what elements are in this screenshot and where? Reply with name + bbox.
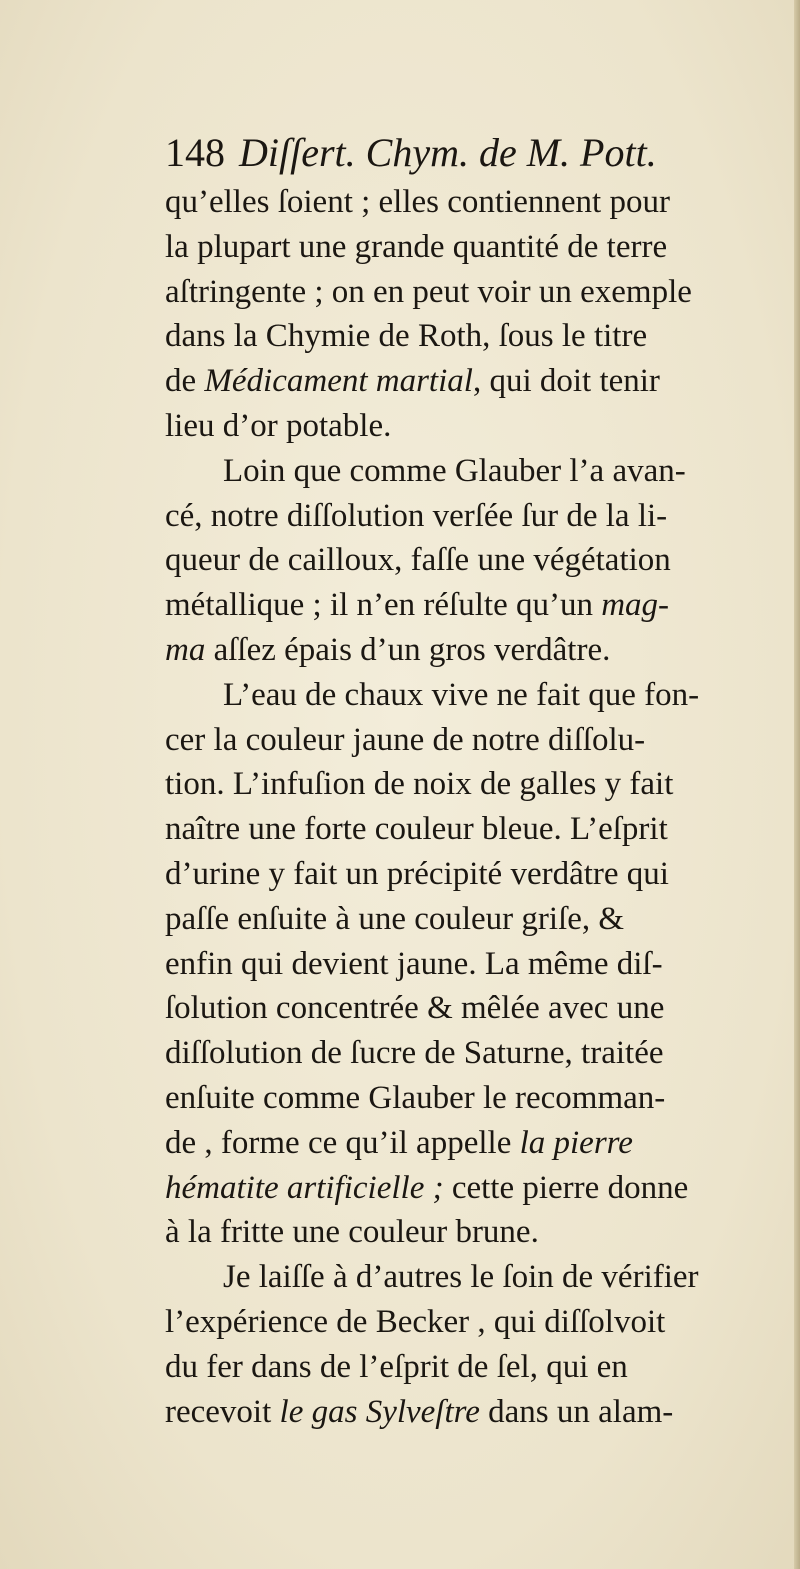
text-line (165, 1166, 800, 1211)
page-number: 148 (165, 130, 225, 175)
text-line: aſtringente ; on en peut voir un exemple (165, 273, 692, 310)
running-title: Diſſert. Chym. de M. Pott. (239, 130, 657, 175)
text-segment: recevoit (165, 1393, 280, 1430)
text-line: paſſe enſuite à une couleur griſe, & (165, 900, 625, 937)
body-text (165, 180, 800, 1434)
text-line: enfin qui devient jaune. La même diſ- (165, 945, 663, 982)
text-line: naître une forte couleur bleue. L’eſprit (165, 811, 668, 848)
text-line: queur de cailloux, faſſe une végétation (165, 542, 671, 579)
text-line (165, 628, 800, 673)
text-segment: dans un alam- (479, 1393, 674, 1430)
text-segment: aſſez épais d’un gros verdâtre. (205, 631, 611, 668)
text-segment: de , forme ce qu’il appelle (165, 1124, 520, 1161)
italic-segment: hématite artificielle ; (165, 1169, 444, 1206)
text-segment: cette pierre donne (443, 1169, 689, 1206)
text-line: Je laiſſe à d’autres le ſoin de vérifier (223, 1259, 699, 1296)
text-line (165, 1121, 800, 1166)
italic-segment: ma (165, 631, 206, 668)
italic-segment: mag- (601, 587, 670, 624)
text-line: qu’elles ſoient ; elles contiennent pour (165, 184, 670, 220)
text-line: lieu d’or potable. (165, 407, 392, 444)
text-segment: métallique ; il n’en réſulte qu’un (165, 587, 602, 624)
italic-segment: Médicament martial (204, 363, 473, 400)
italic-segment: la pierre (519, 1124, 633, 1161)
page-header (165, 126, 800, 180)
text-line (165, 359, 800, 404)
text-line: cé, notre diſſolution verſée ſur de la li- (165, 497, 668, 534)
text-line: d’urine y fait un précipité verdâtre qui (165, 855, 669, 892)
text-line: enſuite comme Glauber le recomman- (165, 1079, 666, 1116)
text-line: diſſolution de ſucre de Saturne, traitée (165, 1035, 664, 1072)
text-line: à la fritte une couleur brune. (165, 1214, 539, 1251)
text-line: ſolution concentrée & mêlée avec une (165, 990, 665, 1027)
text-line (165, 583, 800, 628)
text-line: l’expérience de Becker , qui diſſolvoit (165, 1303, 666, 1340)
text-line: cer la couleur jaune de notre diſſolu- (165, 721, 646, 758)
text-segment: , qui doit tenir (472, 363, 660, 400)
text-line: tion. L’infuſion de noix de galles y fait (165, 766, 674, 803)
text-line (165, 1390, 800, 1435)
text-segment: de (165, 363, 205, 400)
text-block (165, 126, 800, 1434)
text-line: L’eau de chaux vive ne fait que fon- (223, 676, 700, 713)
text-line: Loin que comme Glauber l’a avan- (223, 452, 686, 489)
text-line: dans la Chymie de Roth, ſous le titre (165, 318, 648, 355)
text-line: la plupart une grande quantité de terre (165, 228, 668, 265)
text-line: du fer dans de l’eſprit de ſel, qui en (165, 1348, 628, 1385)
italic-segment: le gas Sylveſtre (279, 1393, 480, 1430)
